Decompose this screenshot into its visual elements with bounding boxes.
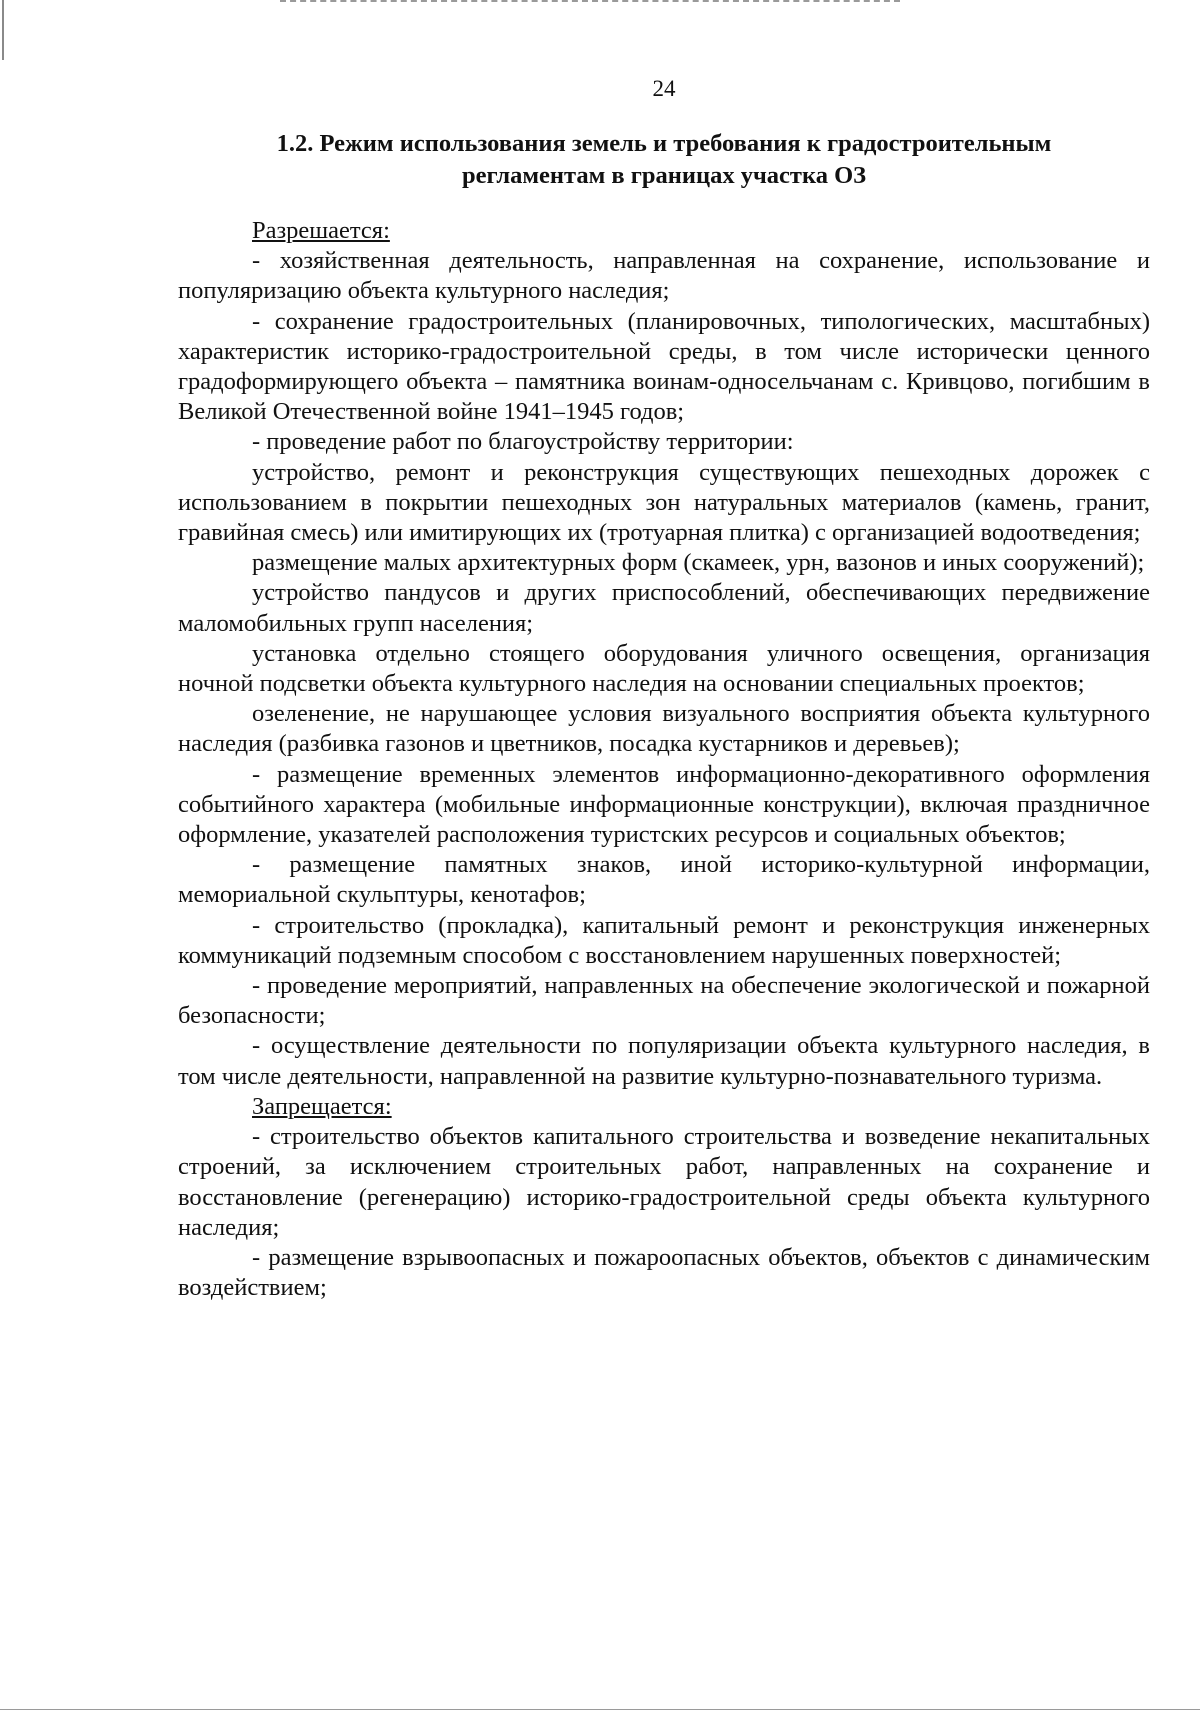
page-number: 24 xyxy=(652,76,676,101)
allowed-item-3: - проведение работ по благоустройству территории: xyxy=(252,428,794,456)
allowed-item-5: размещение малых архитектурных форм (скамеек, урн, вазонов и иных сооружений); xyxy=(252,549,1145,577)
section-heading-line-1: 1.2. Режим использования земель и требования к градостроительным xyxy=(276,130,1052,157)
allowed-item-2: - сохранение градостроительных (планировочных, типологических, масштабных) характеристик историко-градостроительной среды, в том числе исторически ценного градоформирующего объекта – памятника воинам-односельчанам с. Кривцово, погибшим в Великой Отечественной войне 1941–1945 годов; xyxy=(178,307,1150,426)
section-heading-line-2: регламентам в границах участка ОЗ xyxy=(461,162,867,189)
scan-edge-left xyxy=(2,0,4,60)
document-body xyxy=(178,216,1150,1303)
allowed-label: Разрешается: xyxy=(252,217,390,244)
allowed-item-9: - размещение временных элементов информационно-декоративного оформления событийного характера (мобильные информационные конструкции), включая праздничное оформление, указателей расположения туристских ресурсов и социальных объектов; xyxy=(178,760,1150,849)
allowed-item-1: - хозяйственная деятельность, направленная на сохранение, использование и популяризацию объекта культурного наследия; xyxy=(178,247,1150,305)
allowed-item-13: - осуществление деятельности по популяризации объекта культурного наследия, в том числе деятельности, направленной на развитие культурно-познавательного туризма. xyxy=(178,1032,1150,1090)
prohibited-item-1: - строительство объектов капитального строительства и возведение некапитальных строений, за исключением строительных работ, направленных на сохранение и восстановление (регенерацию) историко-градостроительной среды объекта культурного наследия; xyxy=(178,1123,1150,1241)
prohibited-label: Запрещается: xyxy=(252,1092,392,1120)
allowed-item-8: озеленение, не нарушающее условия визуального восприятия объекта культурного наследия (разбивка газонов и цветников, посадка кустарников и деревьев); xyxy=(178,700,1150,758)
allowed-item-10: - размещение памятных знаков, иной историко-культурной информации, мемориальной скульптуры, кенотафов; xyxy=(178,851,1150,909)
scan-edge-top xyxy=(280,0,900,5)
prohibited-item-2: - размещение взрывоопасных и пожароопасных объектов, объектов с динамическим воздействием; xyxy=(178,1243,1150,1302)
allowed-item-6: устройство пандусов и других приспособлений, обеспечивающих передвижение маломобильных групп населения; xyxy=(178,579,1150,637)
allowed-item-4: устройство, ремонт и реконструкция существующих пешеходных дорожек с использованием в покрытии пешеходных зон натуральных материалов (камень, гранит, гравийная смесь) или имитирующих их (тротуарная плитка) с организацией водоотведения; xyxy=(178,458,1150,547)
allowed-item-7: установка отдельно стоящего оборудования уличного освещения, организация ночной подсветки объекта культурного наследия на основании специальных проектов; xyxy=(178,639,1150,698)
allowed-item-12: - проведение мероприятий, направленных на обеспечение экологической и пожарной безопасности; xyxy=(178,972,1150,1030)
allowed-item-11: - строительство (прокладка), капитальный ремонт и реконструкция инженерных коммуникаций подземным способом с восстановлением нарушенных поверхностей; xyxy=(178,911,1150,969)
section-heading xyxy=(178,128,1150,192)
scan-edge-bottom xyxy=(0,1709,1200,1710)
